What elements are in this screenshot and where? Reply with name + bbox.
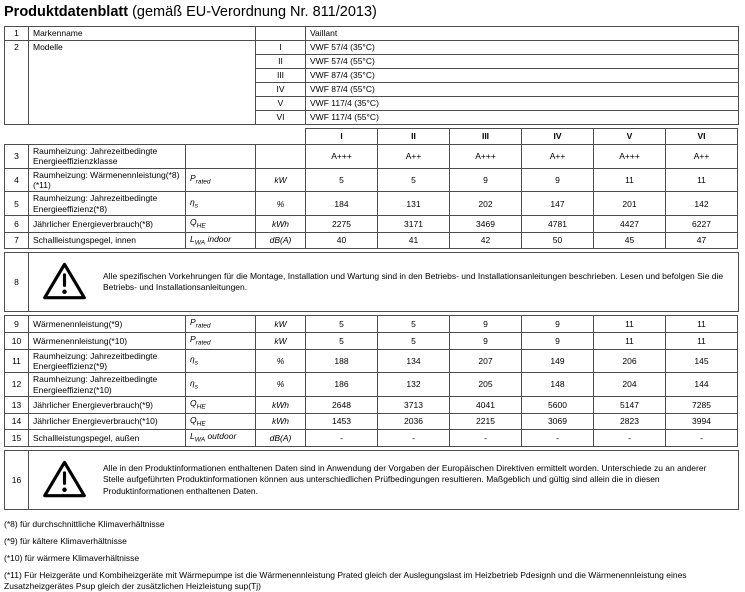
value-cell: 132: [378, 373, 450, 397]
row-symbol: [186, 397, 256, 414]
row-label: Raumheizung: Jahrezeitbedingte Energieeffizienzklasse: [29, 145, 186, 169]
spec-table-rows-3-7: [4, 128, 738, 249]
value-cell: -: [378, 430, 450, 447]
row-symbol: [186, 413, 256, 430]
row-unit: [256, 145, 306, 169]
value-cell: 4781: [522, 216, 594, 233]
value-cell: 5147: [594, 397, 666, 414]
spec-row: [5, 316, 738, 333]
page-title-suffix: (gemäß EU-Verordnung Nr. 811/2013): [128, 4, 377, 20]
page-title: [4, 4, 741, 20]
spec-row: [5, 397, 738, 414]
column-header: IV: [522, 129, 594, 145]
value-cell: 11: [594, 168, 666, 192]
column-header: V: [594, 129, 666, 145]
row-number: 11: [5, 349, 29, 373]
model-name: VWF 57/4 (55°C): [306, 55, 739, 69]
row-symbol: [186, 373, 256, 397]
value-cell: 11: [666, 316, 738, 333]
row-unit: dB(A): [256, 232, 306, 249]
brand-models-table: [4, 26, 739, 125]
value-cell: 5: [378, 332, 450, 349]
brand-models-table-body: [5, 27, 739, 125]
model-index: II: [256, 55, 306, 69]
model-name: VWF 117/4 (55°C): [306, 111, 739, 125]
spec-table-rows-9-15: [4, 315, 738, 446]
header-spacer: [5, 129, 306, 145]
notice-row: [5, 253, 739, 312]
row-number: 14: [5, 413, 29, 430]
notice-row: [5, 450, 739, 509]
value-cell: A+++: [306, 145, 378, 169]
row-label: Raumheizung: Jahrezeitbedingte Energieeffizienz(*9): [29, 349, 186, 373]
model-index: IV: [256, 83, 306, 97]
value-cell: 4041: [450, 397, 522, 414]
value-cell: 186: [306, 373, 378, 397]
page-title-main: Produktdatenblatt: [4, 4, 129, 20]
model-index: VI: [256, 111, 306, 125]
value-cell: 202: [450, 192, 522, 216]
row-number: 6: [5, 216, 29, 233]
symbol: $\eta_s$: [190, 196, 198, 210]
models-label: Modelle: [29, 41, 256, 125]
value-cell: -: [594, 430, 666, 447]
model-name: VWF 57/4 (35°C): [306, 41, 739, 55]
value-cell: 11: [594, 316, 666, 333]
row-symbol: [186, 168, 256, 192]
value-cell: 142: [666, 192, 738, 216]
row-number: 9: [5, 316, 29, 333]
notice-cell: [29, 450, 739, 509]
warning-triangle-icon: [42, 261, 87, 303]
spec-row: [5, 430, 738, 447]
value-cell: A++: [522, 145, 594, 169]
value-cell: 41: [378, 232, 450, 249]
row-unit: %: [256, 373, 306, 397]
value-cell: 9: [450, 168, 522, 192]
notice-cell: [29, 253, 739, 312]
symbol: $\eta_s$: [190, 354, 198, 367]
value-cell: 206: [594, 349, 666, 373]
value-cell: 5: [306, 316, 378, 333]
spec-row: [5, 332, 738, 349]
value-cell: 3069: [522, 413, 594, 430]
symbol: $\eta_s$: [190, 377, 198, 391]
row-unit: kW: [256, 332, 306, 349]
row-number: 1: [5, 27, 29, 41]
footnote: (*8) für durchschnittliche Klimaverhältnisse: [4, 518, 165, 529]
brand-row: [5, 27, 739, 41]
row-number: 8: [5, 253, 29, 312]
value-cell: -: [522, 430, 594, 447]
notice-text: Alle in den Produktinformationen enthaltenen Daten sind in Anwendung der Vorgaben der Europäischen Direktiven ermittelt worden. Unterschiede zu an anderer Stelle aufgeführten Produktinformationen können aus unterschiedlichen Prüfbedingungen resultieren. Maßgeblich und gültig sind allein die in diesen Produktinformationen enthaltenen Daten.: [103, 462, 707, 496]
value-cell: -: [306, 430, 378, 447]
value-cell: 2036: [378, 413, 450, 430]
row-symbol: [186, 216, 256, 233]
value-cell: 207: [450, 349, 522, 373]
symbol: $P_{rated}$: [190, 333, 211, 347]
row-label: Raumheizung: Wärmenennleistung(*8) (*11): [29, 168, 186, 192]
value-cell: A++: [666, 145, 738, 169]
value-cell: 9: [522, 316, 594, 333]
row-label: Schallleistungspegel, innen: [29, 232, 186, 249]
row-number: 15: [5, 430, 29, 447]
spec-row: [5, 145, 738, 169]
notice-row-8: [4, 252, 739, 312]
symbol: $Q_{HE}$: [190, 414, 206, 428]
row-unit: kWh: [256, 397, 306, 414]
value-cell: 145: [666, 349, 738, 373]
value-cell: -: [450, 430, 522, 447]
value-cell: 3469: [450, 216, 522, 233]
value-cell: 188: [306, 349, 378, 373]
row-label: Jährlicher Energieverbrauch(*8): [29, 216, 186, 233]
row-unit: kW: [256, 316, 306, 333]
row-label: Jährlicher Energieverbrauch(*9): [29, 397, 186, 414]
row-symbol: [186, 232, 256, 249]
brand-value: Vaillant: [306, 27, 739, 41]
symbol: $L_{WA}$ outdoor: [190, 431, 237, 444]
value-cell: A+++: [450, 145, 522, 169]
row-number: 5: [5, 192, 29, 216]
value-cell: 5: [378, 316, 450, 333]
notice-text: Alle spezifischen Vorkehrungen für die Montage, Installation und Wartung sind in den Betriebs- und Installationsanleitungen beschrieben. Lesen und befolgen Sie die Betriebs- und Installationsanleitungen.: [103, 270, 724, 293]
value-cell: 5: [306, 332, 378, 349]
row-unit: dB(A): [256, 430, 306, 447]
value-cell: 45: [594, 232, 666, 249]
row-number: 10: [5, 332, 29, 349]
value-cell: 2648: [306, 397, 378, 414]
value-cell: 9: [450, 316, 522, 333]
column-header: I: [306, 129, 378, 145]
row-label: Raumheizung: Jahrezeitbedingte Energieeffizienz(*8): [29, 192, 186, 216]
value-cell: 40: [306, 232, 378, 249]
value-cell: -: [666, 430, 738, 447]
value-cell: 9: [522, 332, 594, 349]
value-cell: 144: [666, 373, 738, 397]
value-cell: 5600: [522, 397, 594, 414]
model-name: VWF 87/4 (35°C): [306, 69, 739, 83]
spec-row: [5, 216, 738, 233]
notice-body: [39, 459, 728, 501]
footnote: (*10) für wärmere Klimaverhältnisse: [4, 553, 140, 564]
value-cell: 47: [666, 232, 738, 249]
row-unit: kWh: [256, 413, 306, 430]
symbol: $L_{WA}$ indoor: [190, 233, 232, 247]
footnote: (*11) Für Heizgeräte und Kombiheizgeräte mit Wärmepumpe ist die Wärmenennleistung Prated gleich der Auslegungslast im Heizbetrieb Pdesignh und die Wärmenennleistung eines Zusatzheizgerätes Psup gleich der zusätzlichen Heizleistung sup(Tj): [4, 570, 687, 591]
value-cell: 9: [522, 168, 594, 192]
value-cell: 3171: [378, 216, 450, 233]
model-name: VWF 87/4 (55°C): [306, 83, 739, 97]
value-cell: 2215: [450, 413, 522, 430]
spec-table-2-body: [5, 316, 738, 446]
footnotes: [4, 519, 741, 592]
brand-label: Markenname: [29, 27, 256, 41]
model-index: I: [256, 41, 306, 55]
symbol: $P_{rated}$: [190, 173, 211, 186]
spec-row: [5, 192, 738, 216]
row-unit: kW: [256, 168, 306, 192]
value-cell: 9: [450, 332, 522, 349]
row-symbol: [186, 192, 256, 216]
row-number: 2: [5, 41, 29, 125]
symbol: $P_{rated}$: [190, 317, 211, 331]
value-cell: A+++: [594, 145, 666, 169]
value-cell: 5: [378, 168, 450, 192]
column-header-row: [5, 129, 738, 145]
value-cell: 2275: [306, 216, 378, 233]
value-cell: 131: [378, 192, 450, 216]
value-cell: 7285: [666, 397, 738, 414]
model-name: VWF 117/4 (35°C): [306, 97, 739, 111]
row-number: 7: [5, 232, 29, 249]
value-cell: 148: [522, 373, 594, 397]
row-label: Wärmenennleistung(*10): [29, 332, 186, 349]
model-index: III: [256, 69, 306, 83]
symbol: $Q_{HE}$: [190, 398, 206, 411]
value-cell: 184: [306, 192, 378, 216]
value-cell: 42: [450, 232, 522, 249]
value-cell: 1453: [306, 413, 378, 430]
symbol: $Q_{HE}$: [190, 217, 206, 230]
warning-triangle-icon: [42, 459, 87, 501]
value-cell: 5: [306, 168, 378, 192]
spec-row: [5, 232, 738, 249]
spec-row: [5, 373, 738, 397]
row-number: 13: [5, 397, 29, 414]
spec-row: [5, 413, 738, 430]
model-row: [5, 41, 739, 55]
row-label: Wärmenennleistung(*9): [29, 316, 186, 333]
value-cell: 2823: [594, 413, 666, 430]
column-header: VI: [666, 129, 738, 145]
value-cell: 205: [450, 373, 522, 397]
footnote: (*9) für kältere Klimaverhältnisse: [4, 535, 127, 546]
row-unit: kWh: [256, 216, 306, 233]
row-number: 3: [5, 145, 29, 169]
row-symbol: [186, 430, 256, 447]
value-cell: 147: [522, 192, 594, 216]
row-symbol: [186, 316, 256, 333]
value-cell: 11: [666, 332, 738, 349]
row-symbol: [186, 145, 256, 169]
value-cell: 3713: [378, 397, 450, 414]
notice-body: [39, 261, 728, 303]
row-number: 4: [5, 168, 29, 192]
row-label: Jährlicher Energieverbrauch(*10): [29, 413, 186, 430]
row-unit: %: [256, 349, 306, 373]
value-cell: 11: [666, 168, 738, 192]
value-cell: 204: [594, 373, 666, 397]
value-cell: 3994: [666, 413, 738, 430]
value-cell: 134: [378, 349, 450, 373]
brand-index-blank: [256, 27, 306, 41]
model-index: V: [256, 97, 306, 111]
spec-row: [5, 168, 738, 192]
row-unit: %: [256, 192, 306, 216]
row-symbol: [186, 332, 256, 349]
row-label: Schallleistungspegel, außen: [29, 430, 186, 447]
notice-row-16: [4, 450, 739, 510]
value-cell: A++: [378, 145, 450, 169]
spec-row: [5, 349, 738, 373]
value-cell: 11: [594, 332, 666, 349]
row-number: 12: [5, 373, 29, 397]
value-cell: 201: [594, 192, 666, 216]
row-number: 16: [5, 450, 29, 509]
value-cell: 6227: [666, 216, 738, 233]
row-symbol: [186, 349, 256, 373]
column-header: II: [378, 129, 450, 145]
value-cell: 149: [522, 349, 594, 373]
value-cell: 4427: [594, 216, 666, 233]
row-label: Raumheizung: Jahrezeitbedingte Energieeffizienz(*10): [29, 373, 186, 397]
value-cell: 50: [522, 232, 594, 249]
spec-table-1-body: [5, 129, 738, 249]
column-header: III: [450, 129, 522, 145]
